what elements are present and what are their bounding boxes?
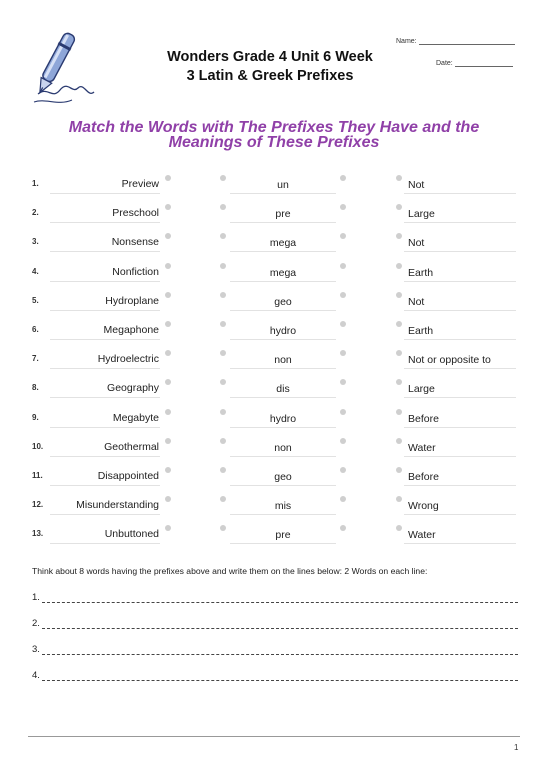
worksheet-title-line-2: 3 Latin & Greek Prefixes bbox=[186, 68, 354, 84]
table-row bbox=[0, 376, 548, 405]
prefix-cell: geo bbox=[274, 295, 292, 308]
meaning-match-dot[interactable] bbox=[396, 350, 402, 356]
meaning-match-dot[interactable] bbox=[396, 467, 402, 473]
row-number: 4. bbox=[32, 266, 39, 276]
prefix-right-match-dot[interactable] bbox=[340, 292, 346, 298]
word-divider bbox=[50, 193, 160, 194]
activity-heading-line-1: Match the Words with The Prefixes They Have and the bbox=[68, 119, 480, 136]
prefix-right-match-dot[interactable] bbox=[340, 379, 346, 385]
table-row bbox=[0, 172, 548, 201]
word-cell: Misunderstanding bbox=[76, 499, 159, 512]
meaning-divider bbox=[404, 397, 516, 398]
prefix-cell: mega bbox=[269, 266, 297, 279]
word-match-dot[interactable] bbox=[165, 233, 171, 239]
table-row bbox=[0, 201, 548, 230]
meaning-divider bbox=[404, 339, 516, 340]
prefix-cell: hydro bbox=[269, 325, 297, 337]
meaning-match-dot[interactable] bbox=[396, 496, 402, 502]
word-divider bbox=[50, 251, 160, 252]
prefix-left-match-dot[interactable] bbox=[220, 175, 226, 181]
prefix-divider bbox=[230, 456, 336, 457]
page-number: 1 bbox=[514, 743, 519, 752]
prefix-divider bbox=[230, 543, 336, 544]
word-match-dot[interactable] bbox=[165, 350, 171, 356]
prefix-cell: dis bbox=[276, 383, 290, 396]
prefix-right-match-dot[interactable] bbox=[340, 263, 346, 269]
word-cell: Nonsense bbox=[111, 236, 159, 249]
pen-logo-icon bbox=[28, 28, 98, 108]
meaning-divider bbox=[404, 485, 516, 486]
word-divider bbox=[50, 427, 160, 428]
word-match-dot[interactable] bbox=[165, 263, 171, 269]
table-row bbox=[0, 230, 548, 259]
word-divider bbox=[50, 281, 160, 282]
meaning-divider bbox=[404, 251, 516, 252]
row-number: 13. bbox=[32, 529, 44, 539]
word-cell: Geography bbox=[107, 382, 159, 395]
meaning-divider bbox=[404, 222, 516, 223]
prefix-cell: non bbox=[274, 354, 292, 367]
meaning-match-dot[interactable] bbox=[396, 438, 402, 444]
table-row bbox=[0, 260, 548, 289]
meaning-divider bbox=[404, 193, 516, 194]
row-number: 3. bbox=[32, 237, 39, 247]
name-field bbox=[396, 37, 515, 45]
worksheet-title-line-1: Wonders Grade 4 Unit 6 Week bbox=[167, 49, 373, 65]
word-match-dot[interactable] bbox=[165, 321, 171, 327]
prefix-cell: pre bbox=[275, 208, 291, 221]
word-match-dot[interactable] bbox=[165, 175, 171, 181]
date-field bbox=[436, 59, 513, 67]
prefix-left-match-dot[interactable] bbox=[220, 496, 226, 502]
prefix-left-match-dot[interactable] bbox=[220, 233, 226, 239]
prefix-divider bbox=[230, 281, 336, 282]
word-match-dot[interactable] bbox=[165, 409, 171, 415]
word-cell: Nonfiction bbox=[112, 265, 159, 278]
prefix-divider bbox=[230, 310, 336, 311]
word-match-dot[interactable] bbox=[165, 204, 171, 210]
prefix-left-match-dot[interactable] bbox=[220, 467, 226, 473]
word-cell: Megaphone bbox=[103, 324, 159, 336]
meaning-cell: Before bbox=[408, 412, 439, 425]
word-match-dot[interactable] bbox=[165, 525, 171, 531]
prefix-left-match-dot[interactable] bbox=[220, 204, 226, 210]
answer-line-rule bbox=[42, 680, 518, 681]
answer-line-rule bbox=[42, 654, 518, 655]
prefix-cell: mega bbox=[269, 237, 297, 250]
answer-line[interactable] bbox=[32, 644, 518, 656]
answer-line-number: 3. bbox=[32, 644, 40, 655]
prefix-right-match-dot[interactable] bbox=[340, 496, 346, 502]
activity-heading bbox=[30, 120, 518, 150]
word-cell: Geothermal bbox=[104, 440, 159, 453]
row-number: 9. bbox=[32, 412, 39, 422]
row-number: 5. bbox=[32, 295, 39, 305]
answer-line-number: 2. bbox=[32, 618, 40, 629]
table-row bbox=[0, 289, 548, 318]
table-row bbox=[0, 435, 548, 464]
name-label: Name: bbox=[396, 38, 417, 45]
table-row bbox=[0, 406, 548, 435]
word-cell: Hydroelectric bbox=[97, 353, 159, 366]
prefix-left-match-dot[interactable] bbox=[220, 409, 226, 415]
row-number: 6. bbox=[32, 325, 39, 334]
meaning-cell: Not bbox=[408, 295, 425, 308]
activity-heading-line-2: Meanings of These Prefixes bbox=[168, 134, 380, 151]
table-row bbox=[0, 347, 548, 376]
meaning-cell: Not bbox=[408, 237, 425, 250]
word-cell: Megabyte bbox=[112, 411, 159, 424]
meaning-cell: Before bbox=[408, 471, 439, 483]
date-label: Date: bbox=[436, 60, 453, 67]
prefix-right-match-dot[interactable] bbox=[340, 175, 346, 181]
meaning-cell: Not bbox=[408, 179, 425, 191]
word-match-dot[interactable] bbox=[165, 379, 171, 385]
prefix-right-match-dot[interactable] bbox=[340, 438, 346, 444]
name-blank bbox=[419, 37, 515, 45]
prefix-divider bbox=[230, 339, 336, 340]
word-divider bbox=[50, 368, 160, 369]
prefix-divider bbox=[230, 251, 336, 252]
meaning-match-dot[interactable] bbox=[396, 409, 402, 415]
meaning-cell: Water bbox=[408, 529, 436, 542]
word-match-dot[interactable] bbox=[165, 438, 171, 444]
prefix-right-match-dot[interactable] bbox=[340, 350, 346, 356]
word-cell: Hydroplane bbox=[105, 294, 159, 307]
word-cell: Unbuttoned bbox=[104, 528, 159, 541]
prefix-left-match-dot[interactable] bbox=[220, 292, 226, 298]
prefix-cell: hydro bbox=[269, 412, 297, 425]
prefix-right-match-dot[interactable] bbox=[340, 467, 346, 473]
footer-divider bbox=[28, 736, 520, 737]
prefix-cell: geo bbox=[274, 471, 292, 483]
answer-line[interactable] bbox=[32, 670, 518, 682]
meaning-divider bbox=[404, 543, 516, 544]
meaning-match-dot[interactable] bbox=[396, 379, 402, 385]
prefix-left-match-dot[interactable] bbox=[220, 350, 226, 356]
prefix-cell: mis bbox=[274, 500, 292, 513]
prefix-left-match-dot[interactable] bbox=[220, 263, 226, 269]
word-match-dot[interactable] bbox=[165, 496, 171, 502]
meaning-cell: Not or opposite to bbox=[408, 354, 491, 367]
answer-line-rule bbox=[42, 602, 518, 603]
row-number: 1. bbox=[32, 179, 39, 188]
meaning-match-dot[interactable] bbox=[396, 525, 402, 531]
meaning-divider bbox=[404, 456, 516, 457]
row-number: 10. bbox=[32, 441, 44, 451]
writing-instructions: Think about 8 words having the prefixes above and write them on the lines below: 2 Words on each line: bbox=[32, 566, 428, 576]
meaning-divider bbox=[404, 368, 516, 369]
table-row bbox=[0, 493, 548, 522]
prefix-cell: un bbox=[277, 179, 289, 191]
prefix-right-match-dot[interactable] bbox=[340, 525, 346, 531]
meaning-match-dot[interactable] bbox=[396, 204, 402, 210]
row-number: 8. bbox=[32, 383, 39, 393]
prefix-right-match-dot[interactable] bbox=[340, 409, 346, 415]
meaning-match-dot[interactable] bbox=[396, 263, 402, 269]
prefix-cell: non bbox=[274, 441, 292, 454]
prefix-cell: pre bbox=[275, 529, 291, 542]
prefix-right-match-dot[interactable] bbox=[340, 204, 346, 210]
meaning-cell: Earth bbox=[408, 266, 434, 279]
word-divider bbox=[50, 514, 160, 515]
answer-line-rule bbox=[42, 628, 518, 629]
answer-line-number: 1. bbox=[32, 592, 40, 603]
date-blank bbox=[455, 59, 513, 67]
word-divider bbox=[50, 456, 160, 457]
prefix-divider bbox=[230, 397, 336, 398]
meaning-cell: Large bbox=[408, 208, 435, 221]
word-divider bbox=[50, 310, 160, 311]
row-number: 11. bbox=[32, 471, 43, 480]
word-cell: Disappointed bbox=[97, 470, 159, 482]
prefix-left-match-dot[interactable] bbox=[220, 438, 226, 444]
table-row bbox=[0, 318, 548, 347]
meaning-match-dot[interactable] bbox=[396, 292, 402, 298]
word-divider bbox=[50, 339, 160, 340]
prefix-divider bbox=[230, 427, 336, 428]
meaning-match-dot[interactable] bbox=[396, 175, 402, 181]
prefix-divider bbox=[230, 514, 336, 515]
meaning-divider bbox=[404, 427, 516, 428]
word-divider bbox=[50, 485, 160, 486]
table-row bbox=[0, 464, 548, 493]
meaning-cell: Wrong bbox=[408, 500, 439, 513]
meaning-cell: Water bbox=[408, 441, 436, 454]
prefix-right-match-dot[interactable] bbox=[340, 321, 346, 327]
prefix-left-match-dot[interactable] bbox=[220, 321, 226, 327]
meaning-cell: Large bbox=[408, 383, 435, 396]
word-divider bbox=[50, 397, 160, 398]
prefix-divider bbox=[230, 193, 336, 194]
prefix-divider bbox=[230, 368, 336, 369]
prefix-right-match-dot[interactable] bbox=[340, 233, 346, 239]
meaning-cell: Earth bbox=[408, 325, 434, 337]
meaning-divider bbox=[404, 514, 516, 515]
meaning-match-dot[interactable] bbox=[396, 321, 402, 327]
meaning-match-dot[interactable] bbox=[396, 233, 402, 239]
answer-line[interactable] bbox=[32, 592, 518, 604]
meaning-divider bbox=[404, 310, 516, 311]
word-cell: Preschool bbox=[112, 207, 159, 220]
meaning-divider bbox=[404, 281, 516, 282]
word-match-dot[interactable] bbox=[165, 467, 171, 473]
word-divider bbox=[50, 222, 160, 223]
row-number: 7. bbox=[32, 354, 39, 364]
table-row bbox=[0, 522, 548, 551]
word-cell: Preview bbox=[121, 178, 159, 190]
prefix-divider bbox=[230, 222, 336, 223]
prefix-left-match-dot[interactable] bbox=[220, 379, 226, 385]
answer-line-number: 4. bbox=[32, 670, 40, 681]
prefix-divider bbox=[230, 485, 336, 486]
word-match-dot[interactable] bbox=[165, 292, 171, 298]
prefix-left-match-dot[interactable] bbox=[220, 525, 226, 531]
word-divider bbox=[50, 543, 160, 544]
row-number: 12. bbox=[32, 500, 44, 510]
row-number: 2. bbox=[32, 208, 39, 218]
answer-line[interactable] bbox=[32, 618, 518, 630]
